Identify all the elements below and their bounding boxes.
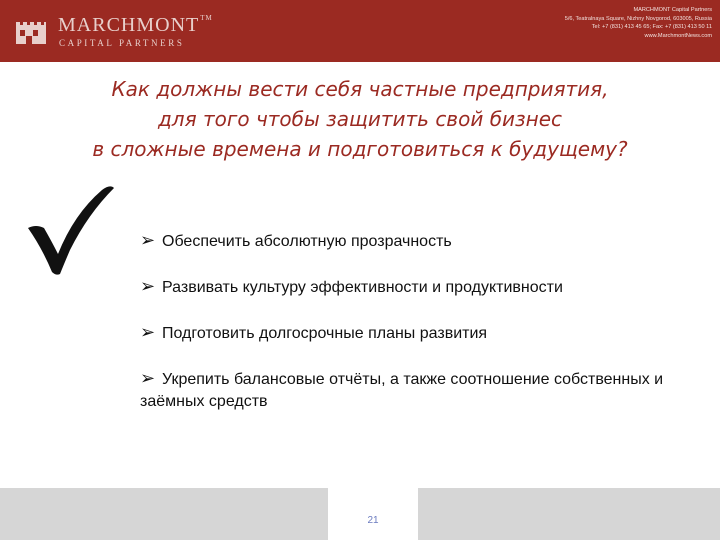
castle-icon xyxy=(14,14,46,46)
slide-title xyxy=(40,74,680,164)
arrow-bullet-icon: ➢ xyxy=(140,368,156,388)
logo-subtitle: CAPITAL PARTNERS xyxy=(59,38,185,48)
slide-title-line: Как должны вести себя частные предприятия, xyxy=(111,77,609,101)
check-icon xyxy=(26,184,114,276)
contact-website[interactable]: www.MarchmontNews.com xyxy=(644,32,712,39)
bullet-list xyxy=(140,229,700,435)
page-number: 21 xyxy=(328,488,418,540)
bullet-item xyxy=(140,275,700,299)
bullet-item xyxy=(140,367,700,413)
logo-trademark: TM xyxy=(200,14,213,22)
bullet-item xyxy=(140,229,700,253)
arrow-bullet-icon: ➢ xyxy=(140,322,156,342)
contact-company: MARCHMONT Capital Partners xyxy=(633,7,712,13)
slide-title-line: для того чтобы защитить свой бизнес xyxy=(157,107,563,131)
contact-address: 5/6, Teatralnaya Square, Nizhny Novgorod, 603005, Russia xyxy=(564,15,712,22)
bullet-text: Развивать культуру эффективности и продуктивности xyxy=(162,279,563,296)
logo-wordmark xyxy=(58,14,213,37)
bullet-text: Подготовить долгосрочные планы развития xyxy=(162,325,488,342)
arrow-bullet-icon: ➢ xyxy=(140,230,156,250)
bullet-item xyxy=(140,321,700,345)
logo-name-text: MARCHMONT xyxy=(58,14,200,36)
bullet-text: Обеспечить абсолютную прозрачность xyxy=(162,233,452,250)
footer-bar xyxy=(0,488,720,540)
contact-block xyxy=(565,6,712,40)
slide-title-line: в сложные времена и подготовиться к будущему? xyxy=(92,137,628,161)
contact-phone: Tel: +7 (831) 413 45 65; Fax: +7 (831) 413 50 11 xyxy=(591,24,712,31)
arrow-bullet-icon: ➢ xyxy=(140,276,156,296)
bullet-text: Укрепить балансовые отчёты, а также соотношение собственных и заёмных средств xyxy=(140,371,664,410)
header-bar xyxy=(0,0,720,62)
